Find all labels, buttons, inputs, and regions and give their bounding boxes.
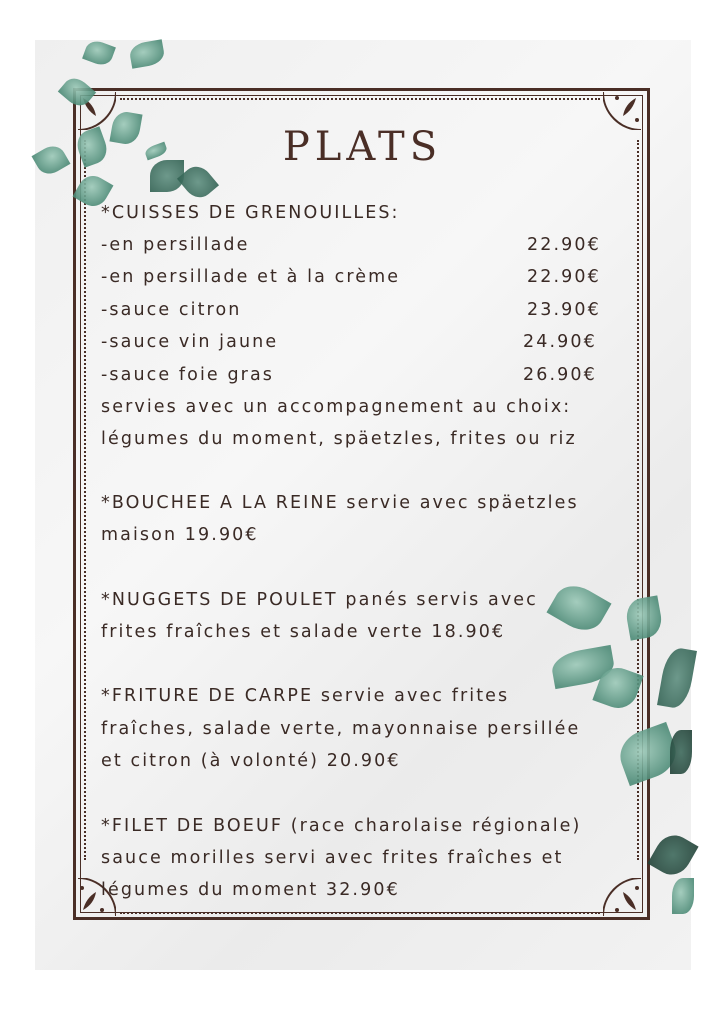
- dish-text: légumes du moment 32.90€: [101, 880, 400, 900]
- dish-text: frites fraîches et salade verte 18.90€: [101, 622, 506, 642]
- dish-text: et citron (à volonté) 20.90€: [101, 751, 401, 771]
- menu-item-price: 22.90€: [527, 267, 601, 287]
- dish-text: *BOUCHEE A LA REINE servie avec späetzles: [101, 493, 579, 513]
- dotted-border-top: [120, 98, 600, 100]
- dotted-border-left: [84, 140, 86, 860]
- menu-item-price: 23.90€: [527, 300, 601, 320]
- menu-item-price: 26.90€: [523, 365, 597, 385]
- dish-text: fraîches, salade verte, mayonnaise persillée: [101, 719, 581, 739]
- section-note: légumes du moment, späetzles, frites ou riz: [101, 429, 577, 449]
- menu-item-price: 22.90€: [527, 235, 601, 255]
- menu-item-label: -sauce foie gras: [101, 365, 275, 385]
- menu-item-price: 24.90€: [523, 332, 597, 352]
- dish-text: maison 19.90€: [101, 525, 259, 545]
- menu-item-label: -sauce citron: [101, 300, 242, 320]
- dish-text: sauce morilles servi avec frites fraîches et: [101, 848, 564, 868]
- menu-item-label: -sauce vin jaune: [101, 332, 279, 352]
- menu-item-label: -en persillade: [101, 235, 250, 255]
- section-heading: *CUISSES DE GRENOUILLES:: [101, 203, 400, 223]
- dish-text: *FRITURE DE CARPE servie avec frites: [101, 686, 510, 706]
- corner-ornament-icon: [603, 878, 643, 918]
- menu-item-label: -en persillade et à la crème: [101, 267, 401, 287]
- section-note: servies avec un accompagnement au choix:: [101, 397, 572, 417]
- page-title: PLATS: [282, 124, 443, 170]
- dish-text: *NUGGETS DE POULET panés servis avec: [101, 590, 538, 610]
- dotted-border-bottom: [120, 912, 600, 914]
- dish-text: *FILET DE BOEUF (race charolaise régionale): [101, 816, 582, 836]
